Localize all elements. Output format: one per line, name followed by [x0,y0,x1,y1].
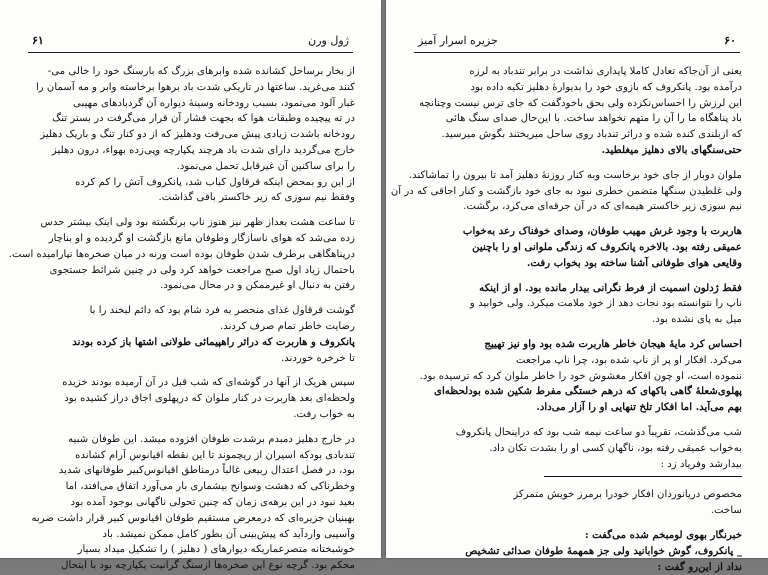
text-line: به خواب رفت. [293,408,355,420]
paragraph-gap [412,519,742,528]
text-line: عمیقی رفته بود. بالاخره پانکروف که زندگی ملوانی او را باچنین [472,240,742,253]
text-line: خارج می‌گردید دارای شدت باد هرچند پکپارچه وپی‌زده بهواء، درون دهلیز [51,144,355,156]
text-line: رضایت خاطر تمام صرف کردند. [220,320,355,332]
text-line: پانکروف و هاربرت که دراثر راهپیمائی طولانی اشتها باز کرده بودند [72,335,355,348]
section-rule [544,476,742,477]
text-line: وآسیبی واردآید که پیش‌بینی آن بطور کامل ممکن نمیشد. باد [102,528,355,540]
text-line: از این رو بمحض اینکه قرقاول کباب شد، پانکروف آتش را کم کرده [75,176,355,188]
text-line: رودخانه باشدت زیادی پیش می‌رفت ودهلیز که از دو کنار تنگ و باریک دهلیز [40,129,355,141]
text-line: ولحظه‌ای بعد هاربرت در کنار ملوان که درپهلوی اجاق دراز کشیده بود [64,393,355,405]
text-line: زده می‌شد که هوای ناسازگار وطوفان مانع بازگشت او گردیده و او بناچار [48,232,355,244]
paragraph-gap [26,294,355,303]
text-line: غبار آلود می‌نمود، بسبب رودخانه وسینهٔ دیواره آن گردبادهای مهیبی [73,97,355,109]
page-body [8,64,355,572]
paragraph-gap [412,416,742,425]
text-line: یعنی از آن‌جاکه تعادل کاملا پایداری نداشت در برابر تندباد به لرزه [469,66,742,77]
text-line: ولی غلطیدن سنگها متضمن خطری نبود به جای خود بازگشت و کنار اجاقی که در آن [390,185,742,197]
text-line: بعید نبود در این برهه‌ی زمان که چنین تحولی ناگهانی بوجود آمده بود [70,496,355,508]
text-line: بود، در فصل اعتدال ربیعی غالباً درمناطق اقیانوس‌کبیر طوفانهای شدید [58,465,355,477]
text-line: تا ساعت هشت بعداز ظهر نیز هنوز ناپ برنگشته بود ولی اینک بیشتر حدس [40,217,355,229]
text-line: نداد از این‌رو گفت : [657,560,742,573]
text-line: حتی‌سنگهای بالای دهلیز میغلطید. [601,143,742,156]
text-line: احساس کرد مایهٔ هیجان خاطر هاربرت شده بود واو نیز تهییج [484,337,742,350]
text-line: در خارج دهلیز دمبدم برشدت طوفان افزوده میشد. این طوفان شبیه [68,433,355,445]
paragraph-gap [412,272,742,281]
page-body [390,64,742,573]
text-line: را برای ساکنین آن غیرقابل تحمل می‌نمود. [176,160,355,172]
text-line: بهبنیان جزیره‌ای که درمعرض مستقیم طوفان اقیانوس کبیر قرار داشت ضربه [31,512,355,524]
text-line: وخطرناکی که دهشت وسوانح بیشماری بار می‌آورد اتفاق می‌افتد، اما [65,481,355,493]
text-line: ننموده است، او چون افکار مغشوش خود را خاطر ملوان کرد که ترسیده بود. [419,370,742,382]
text-line: تا خرخره خوردند. [280,352,355,364]
text-line: _ پانکروف، گوش خوابانید ولی جز همهمهٔ طوفان صدائی تشخیص [465,544,742,557]
text-line: خوشبختانه متصرعماریکه دیوارهای ( دهلیز ) را تشکیل میداد بسیار [77,544,355,556]
text-line: این لرزش را احساس‌نکرده ولی بحق باخودگفت که جای ترس نیست وچنانچه [419,97,742,109]
text-line: هاربرت با وجود غرش مهیب طوفان، وصدای خوفناک رعد به‌خواب [462,225,742,238]
page-header [414,34,740,53]
running-title: جزیره اسرار آمیز [418,34,498,47]
text-line: رفتن به دنبال او غیرممکن و در محال می‌نمود. [160,280,355,292]
text-line: به‌خواب عمیقی رفته بود، ناگهان کسی او را بشدت تکان داد. [489,442,742,454]
text-line: از بخار برساحل کشانده شده وابرهای بزرگ که بارسنگ خود را خالی می- [47,66,355,77]
page-number: ۶۱ [32,34,44,47]
text-line: بهم می‌آید. اما افکار تلخ تنهایی او را آزار می‌داد. [536,401,742,414]
text-line: ناپ را نتوانسته بود نجات دهد از خود ملامت میکرد. ولی خوابید و [469,298,742,310]
text-line: باحتمال زیاد اول صبح مراجعت خواهد کرد ولی در چنین شرائط جستجوی [49,264,355,276]
text-line: در ته پیچیده وطبقات هوا که بجهت فشار آن قرار می‌گرفت در بستر تنگ [52,113,355,125]
text-line: می‌کرد. افکار او پر از ناپ شده بود، چرا ناپ مراجعت [516,354,742,366]
paragraph-gap [412,215,742,224]
text-line: نیم سوزی زیر خاکستر هیمه‌ای که در آن جرقه‌ای می‌کرد، برگشت. [463,201,742,213]
paragraph-gap [412,328,742,337]
text-line: درپناهگاهی برطرف شدن طوفان بوده است ورنه در میان صخره‌ها نپارامیده است. [8,248,355,260]
text-line: میل به پای نشده بود. [652,314,742,326]
right-page [386,0,768,573]
text-line: فقط ژدلون اسمیت از فرط نگرانی بیدار مانده بود. او از اینکه [479,281,742,294]
page-number: ۶۰ [724,34,736,47]
paragraph-gap [26,206,355,215]
text-line: ملوان دوبار از جای خود برخاست وبه کنار روزنهٔ دهلیز آمد تا بیرون را تماشاکند. [408,169,742,181]
text-line: پهلوی‌شعلهٔ گاهی باکهای که درهم خستگی مفرط شکین شده بودلحظه‌ای [433,385,742,398]
text-line: شب می‌گذشت، تقریباً دو ساعت نیمه شب بود که دراینحال پانکروف [455,426,742,438]
text-line: وفقط نیم سوزی که زیر خاکستر باقی گذاشت. [158,192,355,204]
text-line: درآمده بود. پانکروف که بازوی خود را بدیوارهٔ دهلیز تکیه داده بود [470,81,742,93]
text-line: وقایعی هوای طوفانی آشنا ساخته بود بخواب رفت. [526,256,742,269]
page-header [28,34,353,53]
text-line: که ازبلندی‌ کنده شده و دراثر تندباد روی ساحل میریختند بگوش میرسید. [441,129,742,141]
text-line: سپس هریک از آنها در گوشه‌ای که شب قبل در آن آرمیده بودند خزیده [62,377,355,389]
paragraph-gap [26,423,355,432]
text-line: بیدارشد وفریاد زد : [660,458,742,470]
text-line: کنند می‌غرید. ساعتها در تاریکی شدت باد برهوا برخاسته وابر و مه آسمان را [35,81,355,93]
text-line: ساخت. [710,505,742,517]
text-line: تندبادی بودکه اسیران از ریچموند تا این نقطه اقیانوس آرام کشانده [75,449,355,461]
text-line: مخصوص دریانوردان افکار خودرا برمرز خویش متمرکز [513,489,742,501]
paragraph-gap [26,366,355,375]
paragraph-gap [412,159,742,168]
text-line: گوشت قرقاول غذای منحصر به فرد شام بود که دائم لبخند را با [89,305,355,317]
left-page [0,0,381,572]
text-line: باد پناهگاه ما را آن را متهم نخواهد ساخت. با این‌حال صدای سنگ هائی [445,113,742,125]
running-title: ژول ورن [308,34,349,47]
text-line: خبرنگار بهوی لومبخم شده می‌گفت : [584,528,742,541]
text-line: محکم بود. گرچه نوع این صخره‌ها ازسنگ گرانیت یکپارچه بود با ایتحال [61,560,355,572]
